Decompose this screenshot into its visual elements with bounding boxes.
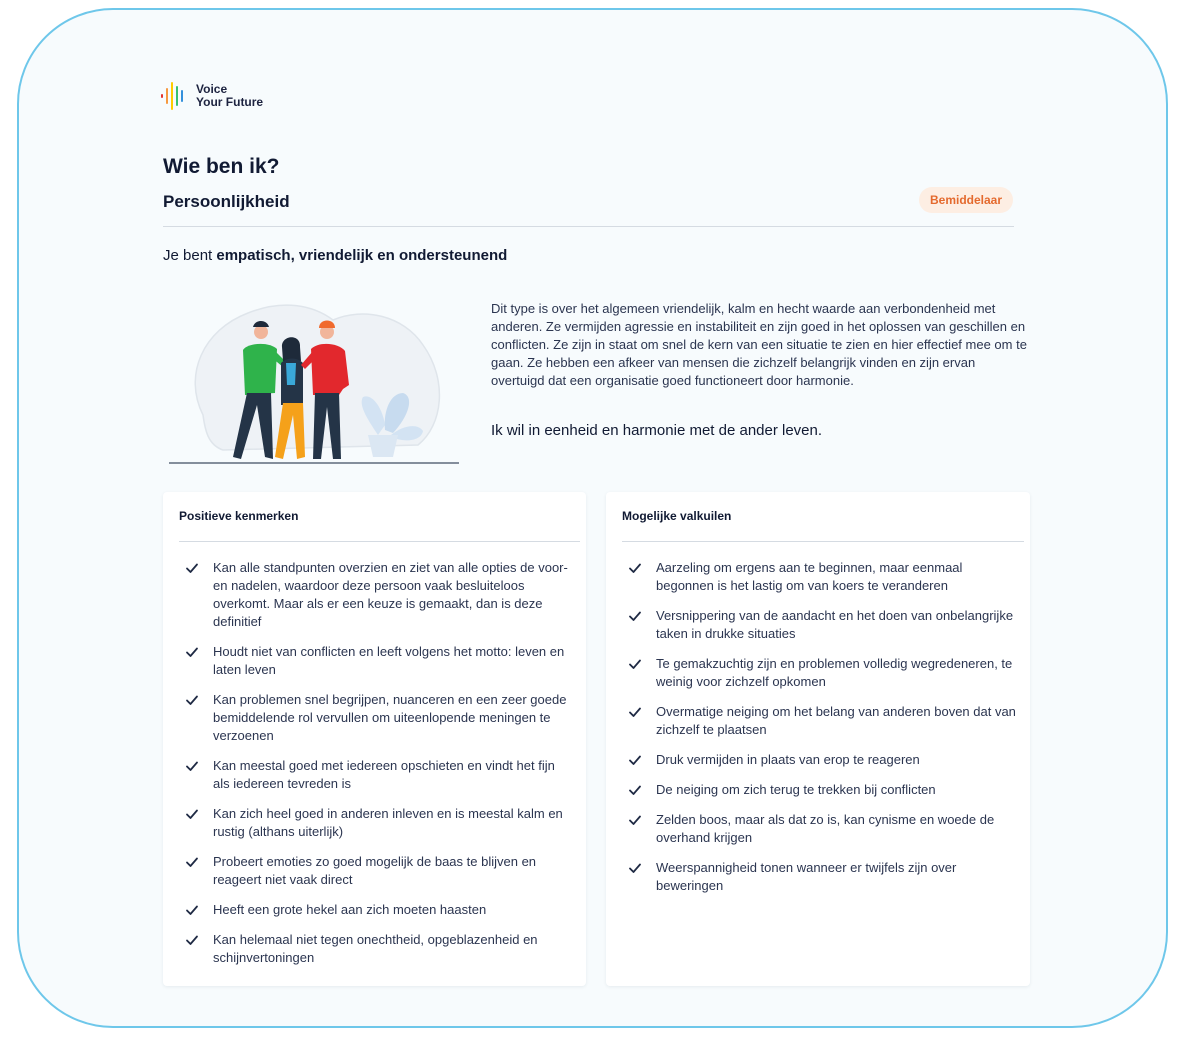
list-item-text: Aarzeling om ergens aan te beginnen, maar eenmaal begonnen is het lastig om van koers te veranderen xyxy=(656,560,963,593)
checkmark-icon xyxy=(628,783,642,797)
list-item xyxy=(628,781,1016,799)
list-item-text: Druk vermijden in plaats van erop te reageren xyxy=(656,752,920,767)
list-item xyxy=(628,703,1016,739)
checkmark-icon xyxy=(185,561,199,575)
header-divider xyxy=(163,226,1014,227)
checkmark-icon xyxy=(185,759,199,773)
pitfalls-card xyxy=(606,492,1030,986)
checkmark-icon xyxy=(628,657,642,671)
list-item-text: Kan meestal goed met iedereen opschieten en vindt het fijn als iedereen tevreden is xyxy=(213,758,555,791)
list-item xyxy=(628,607,1016,643)
list-item xyxy=(628,859,1016,895)
list-item-text: Kan problemen snel begrijpen, nuanceren en een zeer goede bemiddelende rol vervullen om uiteenlopende meningen te verzoenen xyxy=(213,692,567,743)
brand-line-1: Voice xyxy=(196,82,228,96)
list-item-text: Probeert emoties zo goed mogelijk de baas te blijven en reageert niet vaak direct xyxy=(213,854,537,887)
list-item xyxy=(185,691,572,745)
checkmark-icon xyxy=(185,855,199,869)
sound-bars-logo-icon xyxy=(160,80,192,112)
list-item xyxy=(628,559,1016,595)
personality-tagline xyxy=(163,247,507,264)
list-item-text: Te gemakzuchtig zijn en problemen volledig wegredeneren, te weinig voor zichzelf opkomen xyxy=(656,656,1013,689)
list-item-text: Kan alle standpunten overzien en ziet van alle opties de voor- en nadelen, waardoor deze persoon vaak besluiteloos overkomt. Maar als er een keuze is gemaakt, dan is deze definitief xyxy=(213,560,568,629)
checkmark-icon xyxy=(628,609,642,623)
card-divider xyxy=(622,541,1024,542)
tagline-prefix: Je bent xyxy=(163,247,217,264)
personality-description: Dit type is over het algemeen vriendelijk, kalm en hecht waarde aan verbondenheid met anderen. Ze vermijden agressie en instabiliteit en zijn goed in het oplossen van geschillen en conflicten. Ze zijn in staat om snel de kern van een situatie te zien en hier effectief mee om te gaan. Ze hebben een afkeer van mensen die zichzelf belangrijk vinden en zijn ervan overtuigd dat een organisatie goed functioneert door harmonie. xyxy=(491,301,1027,388)
checkmark-icon xyxy=(185,645,199,659)
checkmark-icon xyxy=(628,561,642,575)
list-item-text: Kan zich heel goed in anderen inleven en is meestal kalm en rustig (althans uiterlijk) xyxy=(213,806,563,839)
list-item-text: Heeft een grote hekel aan zich moeten haasten xyxy=(213,902,487,917)
page-title: Wie ben ik? xyxy=(163,155,280,178)
list-item-text: Overmatige neiging om het belang van anderen boven dat van zichzelf te plaatsen xyxy=(656,704,1016,737)
checkmark-icon xyxy=(185,903,199,917)
list-item xyxy=(185,931,572,967)
checkmark-icon xyxy=(628,705,642,719)
positive-traits-list xyxy=(185,559,572,979)
list-item xyxy=(628,655,1016,691)
list-item xyxy=(628,811,1016,847)
list-item-text: Zelden boos, maar als dat zo is, kan cynisme en woede de overhand krijgen xyxy=(656,812,995,845)
list-item xyxy=(628,751,1016,769)
checkmark-icon xyxy=(628,861,642,875)
checkmark-icon xyxy=(628,813,642,827)
checkmark-icon xyxy=(628,753,642,767)
positive-traits-title: Positieve kenmerken xyxy=(179,509,299,523)
list-item xyxy=(185,559,572,631)
personality-type-badge: Bemiddelaar xyxy=(919,187,1013,213)
section-subtitle: Persoonlijkheid xyxy=(163,192,290,211)
checkmark-icon xyxy=(185,933,199,947)
brand-logo[interactable] xyxy=(160,80,263,112)
list-item xyxy=(185,757,572,793)
personality-motto: Ik wil in eenheid en harmonie met de ander leven. xyxy=(491,422,823,439)
list-item xyxy=(185,643,572,679)
card-divider xyxy=(179,541,580,542)
list-item xyxy=(185,805,572,841)
brand-line-2: Your Future xyxy=(196,95,264,109)
list-item-text: Versnippering van de aandacht en het doen van onbelangrijke taken in drukke situaties xyxy=(656,608,1014,641)
list-item-text: Houdt niet van conflicten en leeft volgens het motto: leven en laten leven xyxy=(213,644,565,677)
pitfalls-title: Mogelijke valkuilen xyxy=(622,509,732,523)
list-item-text: Kan helemaal niet tegen onechtheid, opgeblazenheid en schijnvertoningen xyxy=(213,932,538,965)
tagline-emphasis: empatisch, vriendelijk en ondersteunend xyxy=(216,247,508,264)
brand-name xyxy=(196,83,263,109)
positive-traits-card xyxy=(163,492,586,986)
list-item-text: De neiging om zich terug te trekken bij conflicten xyxy=(656,782,936,797)
pitfalls-list xyxy=(628,559,1016,907)
checkmark-icon xyxy=(185,807,199,821)
list-item xyxy=(185,901,572,919)
checkmark-icon xyxy=(185,693,199,707)
list-item-text: Weerspannigheid tonen wanneer er twijfels zijn over beweringen xyxy=(656,860,957,893)
list-item xyxy=(185,853,572,889)
people-group-illustration xyxy=(163,285,463,470)
